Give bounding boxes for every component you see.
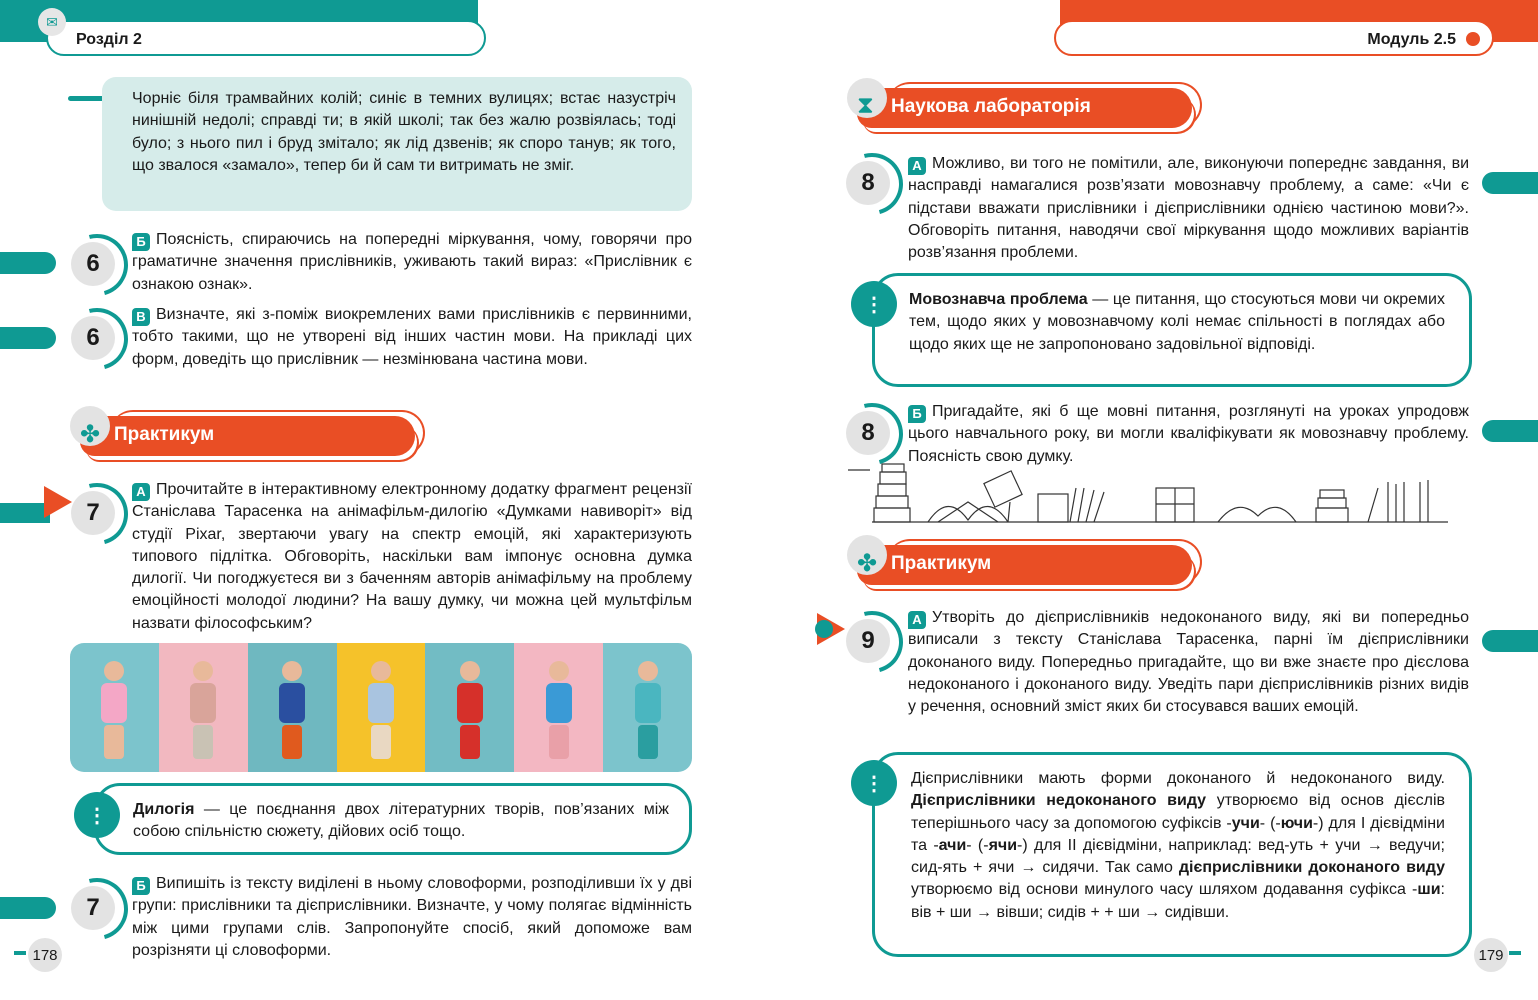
- photo-strip-jumping-kids: [70, 643, 692, 772]
- puzzle-icon: ✤: [857, 550, 878, 577]
- task-number: 7: [71, 491, 115, 535]
- info-icon: ⋮: [851, 281, 897, 327]
- task-text: Прочитайте в інтерактивному електронному додатку фрагмент рецензії Станіслава Тарасенка на анімафільм-дилогію «Думками навиворіт» від студії Pixar, звертаючи увагу на спектр емоцій, які характеризують типового підлітка. Обговоріть, наскільки вам імпонує основна думка дилогії. Чи погоджуєтеся ви з баченням авторів анімафільму на проблему емоційності молодої людини? На вашу думку, чи можна цей мультфільм назвати філософським?: [132, 481, 692, 632]
- side-tab: [1482, 630, 1538, 652]
- task-letter-badge: Б: [132, 233, 150, 251]
- photo-cell: [337, 643, 426, 772]
- task-number: 8: [846, 161, 890, 205]
- task-text: Пригадайте, які б ще мовні питання, розглянуті на уроках упродовж цього навчального року, ви могли кваліфікувати як мовознавчу проблему. Поясність свою думку.: [908, 403, 1469, 465]
- task-9a: [908, 607, 1469, 718]
- task-letter-badge: А: [132, 483, 150, 501]
- definition-text: — це питання, що стосуються мови чи окремих тем, щодо яких у мовознавчому колі немає спільності в поглядах або щодо яких ще не запропоновано задовільної відповіді.: [909, 291, 1445, 353]
- quote-box: [102, 77, 692, 211]
- teal-dot-icon: [815, 620, 833, 638]
- section-label: Наукова лабораторія: [891, 96, 1091, 117]
- definition-box: [872, 273, 1472, 387]
- task-letter-badge: А: [908, 611, 926, 629]
- definition-term: Дилогія: [133, 801, 195, 818]
- chapter-header: [46, 20, 486, 56]
- task-number: 7: [71, 886, 115, 930]
- side-tab: [0, 252, 56, 274]
- task-text: Визначте, які з-поміж виокремлених вами прислівників є первинними, тобто такими, що не утворені від інших частин мови. На прикладі цих форм, доведіть що прислівник — незмінювана частина мови.: [132, 306, 692, 368]
- module-label: Модуль 2.5: [1367, 31, 1456, 48]
- section-practicum: [847, 541, 1202, 587]
- task-6b: [132, 229, 692, 296]
- photo-cell: [514, 643, 603, 772]
- rule-box: Дієприслівники мають форми доконаного й недоконаного виду. Дієприслівники недоконаного виду утворюємо від основ дієслів теперішнього часу за допомогою суфіксів -учи- (-ючи-) для І дієвідміни та -ачи- (-ячи-) для ІІ дієвідміни, наприклад: вед-уть + учи → ведучи; сид-ять + ячи → сидячи. Так само дієприслівники доконаного виду утворюємо від основи минулого часу шляхом додавання суфікса -ши: вів + ши → вівши; сидів + + ши → сидівши.: [872, 752, 1472, 957]
- module-dot-icon: [1466, 32, 1480, 46]
- info-icon: ⋮: [74, 792, 120, 838]
- section-lab: [847, 84, 1202, 130]
- side-tab: [0, 503, 50, 523]
- side-tab: [1482, 420, 1538, 442]
- photo-cell: [603, 643, 692, 772]
- task-text: Випишіть із тексту виділені в ньому словоформи, розподіливши їх у дві групи: прислівники та дієприслівники. Визначте, у чому полягає відмінність між цими групами слів. Запропонуйте спосіб, який допоможе вам розрізняти ці словоформи.: [132, 875, 692, 959]
- definition-box: [94, 783, 692, 855]
- photo-cell: [425, 643, 514, 772]
- task-6v: [132, 304, 692, 371]
- puzzle-icon: ✤: [80, 421, 101, 448]
- task-8a: [908, 153, 1469, 264]
- definition-term: Мовознавча проблема: [909, 291, 1088, 308]
- page-number-dash: [1509, 951, 1521, 955]
- info-icon: ⋮: [851, 760, 897, 806]
- books-line-illustration: [848, 462, 1470, 528]
- section-practicum: [70, 412, 425, 458]
- quote-text: Чорніє біля трамвайних колій; синіє в темних вулицях; встає назустріч нинішній недолі; справді ти; в якій школі; так без жалю розвіялась; тоді було; з нього пил і бруд змітало; як лід дзвенів; як споро танув; як того, що звалося «замало», тепер би й сам ти витримать не зміг.: [132, 90, 676, 174]
- chapter-label: Розділ 2: [76, 31, 142, 48]
- page-number-dash: [14, 951, 26, 955]
- page-number: 179: [1474, 938, 1508, 972]
- task-number: 9: [846, 619, 890, 663]
- task-7b: [132, 873, 692, 962]
- section-label: Практикум: [891, 553, 992, 574]
- task-number: 6: [71, 242, 115, 286]
- side-tab: [0, 327, 56, 349]
- side-tab: [0, 897, 56, 919]
- task-letter-badge: Б: [132, 877, 150, 895]
- photo-cell: [70, 643, 159, 772]
- definition-text: — це поєднання двох літературних творів, пов’язаних між собою спільністю сюжету, дійових осіб тощо.: [133, 801, 669, 841]
- module-header: [1054, 20, 1494, 56]
- task-text: Утворіть до дієприслівників недоконаного виду, які ви попередньо виписали з тексту Станіслава Тарасенка, парні їм дієприслівники доконаного виду. Попередньо пригадайте, що ви вже знаєте про дієслова недоконаного і доконаного виду. Уведіть пари дієприслівників різних видів у речення, основний зміст яких би стосувався ваших емоцій.: [908, 609, 1469, 716]
- task-7a: [132, 479, 692, 635]
- task-letter-badge: В: [132, 308, 150, 326]
- right-page: [769, 0, 1538, 1000]
- hourglass-icon: ⧗: [857, 92, 874, 119]
- task-number: 6: [71, 316, 115, 360]
- photo-cell: [159, 643, 248, 772]
- task-letter-badge: Б: [908, 405, 926, 423]
- task-8b: [908, 401, 1469, 468]
- photo-cell: [248, 643, 337, 772]
- task-number: 8: [846, 411, 890, 455]
- page-number: 178: [28, 938, 62, 972]
- task-letter-badge: А: [908, 157, 926, 175]
- task-text: Можливо, ви того не помітили, але, виконуючи попереднє завдання, ви насправді намагалися розв’язати мовознавчу проблему, а саме: «Чи є підстави вважати прислівники і дієприслівники однією частиною мови?». Обговоріть питання, наводячи свої міркування щодо можливих варіантів розв’язання проблеми.: [908, 155, 1469, 262]
- side-tab: [1482, 172, 1538, 194]
- mail-icon: ✉: [38, 8, 66, 36]
- task-text: Поясність, спираючись на попередні міркування, чому, говорячи про граматичне значення прислівників, уживають такий вираз: «Прислівник є ознакою ознак».: [132, 231, 692, 293]
- section-label: Практикум: [114, 424, 215, 445]
